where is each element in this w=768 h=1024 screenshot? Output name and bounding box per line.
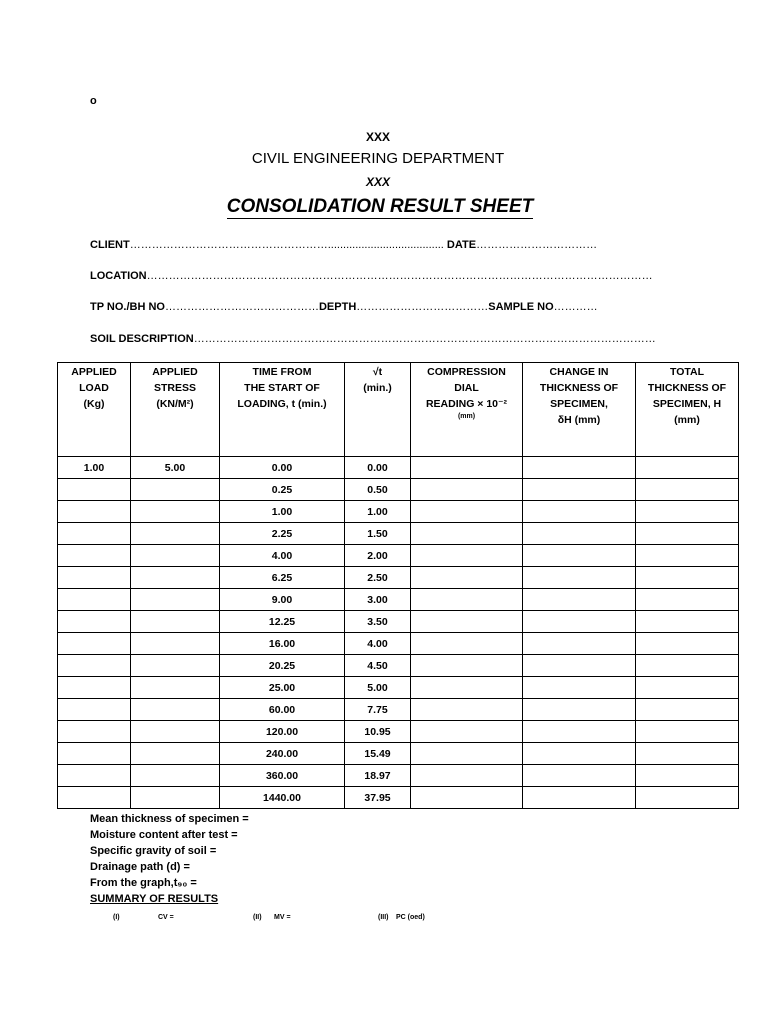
table-row [58, 633, 739, 655]
location-blank[interactable]: ………………………………………………………………………………………………………………………… [146, 270, 653, 282]
table-row [58, 721, 739, 743]
total-thickness-cell[interactable] [636, 743, 739, 765]
table-row [58, 787, 739, 809]
load-cell [58, 523, 131, 545]
dial-reading-cell[interactable] [411, 655, 523, 677]
sqrt-time-cell: 4.00 [345, 633, 411, 655]
dial-reading-cell[interactable] [411, 633, 523, 655]
header-change-in-thickness: CHANGE IN THICKNESS OF SPECIMEN, δH (mm) [523, 363, 636, 457]
table-row [58, 743, 739, 765]
organization-name-top: XXX [365, 130, 390, 144]
load-cell [58, 743, 131, 765]
change-thickness-cell[interactable] [523, 765, 636, 787]
stress-cell [131, 501, 220, 523]
time-cell: 25.00 [220, 677, 345, 699]
table-row [58, 677, 739, 699]
result-2-number: (II) [253, 914, 262, 921]
sqrt-time-cell: 10.95 [345, 721, 411, 743]
sqrt-time-cell: 5.00 [345, 677, 411, 699]
table-row [58, 655, 739, 677]
dial-reading-cell[interactable] [411, 743, 523, 765]
stress-cell [131, 545, 220, 567]
sample-no-blank[interactable]: ………… [553, 301, 598, 313]
time-cell: 0.25 [220, 479, 345, 501]
stress-cell [131, 655, 220, 677]
soil-description-blank[interactable]: ……………………………………………………………………………………………………………… [193, 333, 656, 345]
dial-reading-cell[interactable] [411, 457, 523, 479]
time-cell: 60.00 [220, 699, 345, 721]
sqrt-time-cell: 0.50 [345, 479, 411, 501]
load-cell: 1.00 [58, 457, 131, 479]
client-date-line [90, 239, 597, 251]
change-thickness-cell[interactable] [523, 787, 636, 809]
table-row [58, 523, 739, 545]
header-applied-stress: APPLIED STRESS (KN/M²) [131, 363, 220, 457]
total-thickness-cell[interactable] [636, 589, 739, 611]
date-blank[interactable]: …………………………… [476, 239, 598, 251]
header-total-thickness: TOTAL THICKNESS OF SPECIMEN, H (mm) [636, 363, 739, 457]
total-thickness-cell[interactable] [636, 457, 739, 479]
sqrt-time-cell: 4.50 [345, 655, 411, 677]
load-cell [58, 699, 131, 721]
total-thickness-cell[interactable] [636, 787, 739, 809]
stress-cell [131, 699, 220, 721]
total-thickness-cell[interactable] [636, 611, 739, 633]
stress-cell [131, 721, 220, 743]
time-cell: 12.25 [220, 611, 345, 633]
change-thickness-cell[interactable] [523, 567, 636, 589]
load-cell [58, 787, 131, 809]
change-thickness-cell[interactable] [523, 545, 636, 567]
sample-no-label: SAMPLE NO [488, 301, 554, 313]
result-mv-label: MV = [274, 914, 291, 921]
total-thickness-cell[interactable] [636, 765, 739, 787]
load-cell [58, 765, 131, 787]
load-cell [58, 655, 131, 677]
stress-cell [131, 523, 220, 545]
depth-blank[interactable]: ……………………………… [356, 301, 489, 313]
dial-reading-cell[interactable] [411, 523, 523, 545]
mean-thickness-line: Mean thickness of specimen = [90, 813, 249, 825]
time-cell: 240.00 [220, 743, 345, 765]
time-cell: 2.25 [220, 523, 345, 545]
location-line [90, 270, 653, 282]
department-name: CIVIL ENGINEERING DEPARTMENT [251, 150, 505, 167]
load-cell [58, 501, 131, 523]
total-thickness-cell[interactable] [636, 721, 739, 743]
table-row [58, 699, 739, 721]
soil-description-label: SOIL DESCRIPTION [90, 333, 194, 345]
date-label: DATE [443, 239, 477, 251]
table-row [58, 589, 739, 611]
stress-cell [131, 677, 220, 699]
total-thickness-cell[interactable] [636, 677, 739, 699]
dial-reading-cell[interactable] [411, 501, 523, 523]
page-title [0, 196, 760, 218]
time-cell: 0.00 [220, 457, 345, 479]
dial-reading-cell[interactable] [411, 479, 523, 501]
dial-reading-cell[interactable] [411, 567, 523, 589]
tp-bh-blank[interactable]: …………………………………… [164, 301, 319, 313]
total-thickness-cell[interactable] [636, 545, 739, 567]
change-thickness-cell[interactable] [523, 479, 636, 501]
table-row [58, 611, 739, 633]
drainage-path-line: Drainage path (d) = [90, 861, 190, 873]
depth-label: DEPTH [318, 301, 357, 313]
header-applied-load: APPLIED LOAD (Kg) [58, 363, 131, 457]
change-thickness-cell[interactable] [523, 611, 636, 633]
dial-reading-cell[interactable] [411, 677, 523, 699]
time-cell: 6.25 [220, 567, 345, 589]
change-thickness-cell[interactable] [523, 699, 636, 721]
time-cell: 4.00 [220, 545, 345, 567]
sqrt-time-cell: 18.97 [345, 765, 411, 787]
table-header-row [58, 363, 739, 457]
change-thickness-cell[interactable] [523, 721, 636, 743]
total-thickness-cell[interactable] [636, 699, 739, 721]
time-cell: 20.25 [220, 655, 345, 677]
tp-bh-label: TP NO./BH NO [90, 301, 165, 313]
change-thickness-cell[interactable] [523, 677, 636, 699]
location-label: LOCATION [90, 270, 147, 282]
soil-description-line [90, 333, 656, 345]
client-blank[interactable]: ………………………………………………...................................... [129, 239, 444, 251]
sqrt-time-cell: 3.00 [345, 589, 411, 611]
change-thickness-cell[interactable] [523, 589, 636, 611]
sqrt-time-cell: 2.00 [345, 545, 411, 567]
table-row [58, 567, 739, 589]
page-title-text: CONSOLIDATION RESULT SHEET [226, 196, 534, 217]
corner-mark: o [90, 95, 97, 107]
sqrt-time-cell: 37.95 [345, 787, 411, 809]
result-1-number: (I) [113, 914, 120, 921]
stress-cell [131, 633, 220, 655]
change-thickness-cell[interactable] [523, 655, 636, 677]
header-sqrt-time: √t (min.) [345, 363, 411, 457]
moisture-content-line: Moisture content after test = [90, 829, 238, 841]
result-cv-label: CV = [158, 914, 174, 921]
time-cell: 1.00 [220, 501, 345, 523]
header-dial-reading: COMPRESSION DIAL READING × 10⁻² (mm) [411, 363, 523, 457]
sqrt-time-cell: 2.50 [345, 567, 411, 589]
stress-cell [131, 743, 220, 765]
dial-reading-cell[interactable] [411, 787, 523, 809]
total-thickness-cell[interactable] [636, 655, 739, 677]
load-cell [58, 611, 131, 633]
load-cell [58, 589, 131, 611]
time-cell: 120.00 [220, 721, 345, 743]
header-time: TIME FROM THE START OF LOADING, t (min.) [220, 363, 345, 457]
dial-reading-cell[interactable] [411, 545, 523, 567]
change-thickness-cell[interactable] [523, 501, 636, 523]
table-row [58, 545, 739, 567]
change-thickness-cell[interactable] [523, 743, 636, 765]
load-cell [58, 677, 131, 699]
result-pc-label: PC (oed) [396, 914, 425, 921]
dial-reading-cell[interactable] [411, 699, 523, 721]
stress-cell [131, 765, 220, 787]
tp-depth-sample-line [90, 301, 598, 313]
total-thickness-cell[interactable] [636, 633, 739, 655]
time-cell: 9.00 [220, 589, 345, 611]
stress-cell [131, 589, 220, 611]
load-cell [58, 721, 131, 743]
dial-reading-cell[interactable] [411, 765, 523, 787]
stress-cell [131, 479, 220, 501]
stress-cell: 5.00 [131, 457, 220, 479]
dial-reading-cell[interactable] [411, 611, 523, 633]
load-cell [58, 567, 131, 589]
change-thickness-cell[interactable] [523, 633, 636, 655]
sqrt-time-cell: 15.49 [345, 743, 411, 765]
table-row [58, 457, 739, 479]
total-thickness-cell[interactable] [636, 523, 739, 545]
result-3-number: (III) [378, 914, 389, 921]
t90-line: From the graph,t₉₀ = [90, 877, 197, 889]
change-thickness-cell[interactable] [523, 457, 636, 479]
consolidation-data-table [57, 362, 739, 809]
stress-cell [131, 567, 220, 589]
sqrt-time-cell: 1.50 [345, 523, 411, 545]
table-row [58, 765, 739, 787]
load-cell [58, 479, 131, 501]
total-thickness-cell[interactable] [636, 501, 739, 523]
table-body [58, 457, 739, 809]
table-row [58, 501, 739, 523]
organization-name-middle: XXX [365, 175, 390, 189]
specific-gravity-line: Specific gravity of soil = [90, 845, 217, 857]
table-row [58, 479, 739, 501]
summary-heading: SUMMARY OF RESULTS [90, 893, 219, 905]
change-thickness-cell[interactable] [523, 523, 636, 545]
total-thickness-cell[interactable] [636, 479, 739, 501]
stress-cell [131, 787, 220, 809]
load-cell [58, 633, 131, 655]
dial-reading-cell[interactable] [411, 721, 523, 743]
sqrt-time-cell: 3.50 [345, 611, 411, 633]
client-label: CLIENT [90, 239, 130, 251]
total-thickness-cell[interactable] [636, 567, 739, 589]
stress-cell [131, 611, 220, 633]
time-cell: 16.00 [220, 633, 345, 655]
sqrt-time-cell: 1.00 [345, 501, 411, 523]
time-cell: 1440.00 [220, 787, 345, 809]
load-cell [58, 545, 131, 567]
dial-reading-cell[interactable] [411, 589, 523, 611]
sqrt-time-cell: 0.00 [345, 457, 411, 479]
time-cell: 360.00 [220, 765, 345, 787]
sqrt-time-cell: 7.75 [345, 699, 411, 721]
